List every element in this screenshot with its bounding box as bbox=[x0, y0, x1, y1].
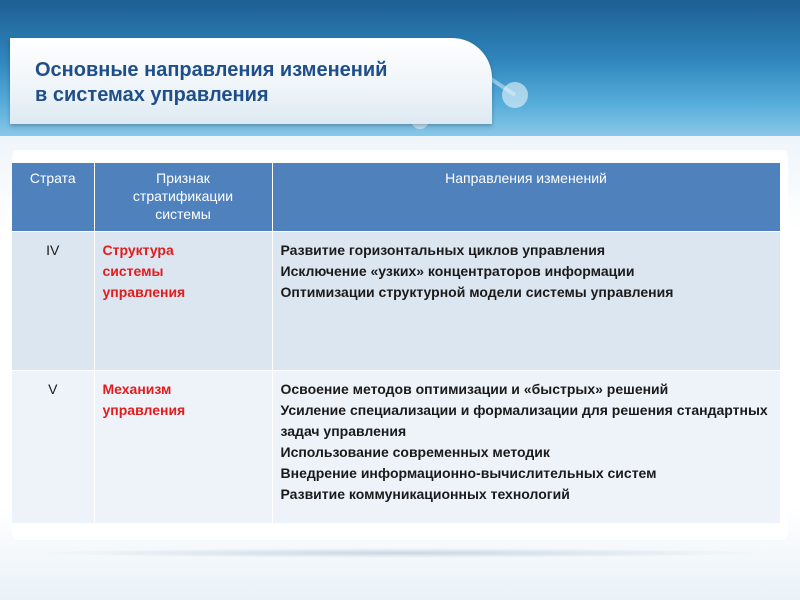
table-header-row bbox=[12, 163, 780, 232]
directions-table bbox=[12, 163, 781, 523]
slide-title bbox=[35, 58, 475, 108]
cell-directions bbox=[272, 232, 780, 371]
slide-title-line-1: Основные направления изменений bbox=[35, 59, 388, 81]
bottom-shadow bbox=[30, 548, 770, 558]
feature-line: Механизм bbox=[102, 381, 172, 397]
header-feature-line-1: Признак bbox=[156, 170, 210, 186]
direction-item: Внедрение информационно-вычислительных систем bbox=[280, 465, 657, 481]
feature-line: управления bbox=[102, 284, 186, 300]
header-directions: Направления изменений bbox=[272, 163, 780, 232]
feature-line: системы bbox=[102, 263, 164, 279]
header-strata: Страта bbox=[12, 163, 94, 232]
cell-strata: V bbox=[12, 371, 94, 524]
feature-line: Структура bbox=[102, 242, 174, 258]
direction-item: Исключение «узких» концентраторов информации bbox=[280, 263, 635, 279]
header-feature bbox=[94, 163, 272, 232]
direction-item: Развитие коммуникационных технологий bbox=[280, 486, 570, 502]
direction-item: Освоение методов оптимизации и «быстрых» решений bbox=[280, 381, 669, 397]
direction-item: Усиление специализации и формализации для решения стандартных задач управления bbox=[280, 402, 768, 439]
direction-item: Использование современных методик bbox=[280, 444, 550, 460]
slide-title-line-2: в системах управления bbox=[35, 84, 269, 106]
cell-feature bbox=[94, 371, 272, 524]
cell-strata: IV bbox=[12, 232, 94, 371]
feature-line: управления bbox=[102, 402, 186, 418]
table-row bbox=[12, 371, 780, 524]
table-row bbox=[12, 232, 780, 371]
direction-item: Оптимизации структурной модели системы управления bbox=[280, 284, 674, 300]
header-feature-line-2: стратификации bbox=[132, 188, 234, 204]
direction-item: Развитие горизонтальных циклов управления bbox=[280, 242, 606, 258]
header-feature-line-3: системы bbox=[155, 206, 211, 222]
cell-feature bbox=[94, 232, 272, 371]
cell-directions bbox=[272, 371, 780, 524]
